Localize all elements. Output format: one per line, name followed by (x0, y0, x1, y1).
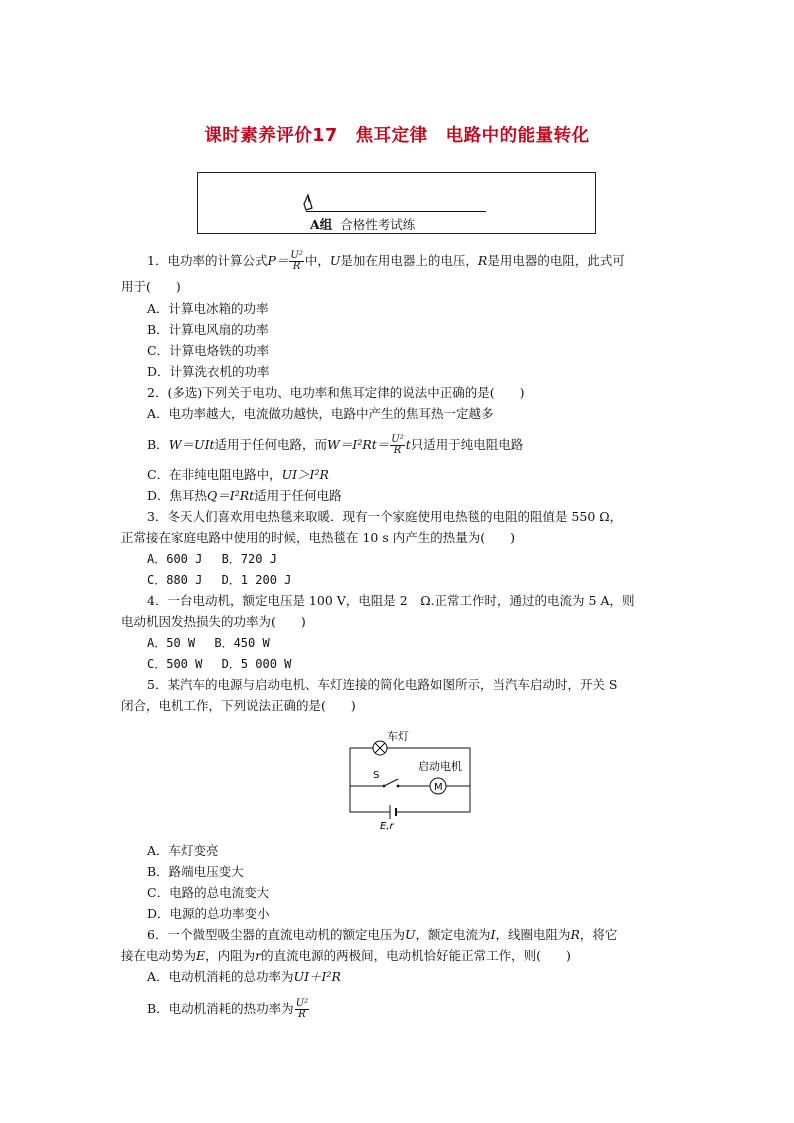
switch-label: S (373, 770, 380, 781)
q3-stem-cont: 正常接在家庭电路中使用的时候，电热毯在 10 s 内产生的热量为( ) (121, 530, 515, 545)
q4-stem: 4．一台电动机，额定电压是 100 V，电阻是 2 Ω.正常工作时，通过的电流为 5 A，则 (147, 593, 635, 608)
group-heading (310, 215, 415, 233)
q3-options-ab: A．600 J B．720 J (147, 552, 277, 566)
q2-option-d: D．焦耳热Q＝I²Rt适用于任何电路 (147, 488, 342, 503)
q2-fraction: $\frac{\text{U²}}{R}$ (391, 434, 404, 456)
q4-options-cd: C．500 W D．5 000 W (147, 657, 292, 671)
q1-option-c: C．计算电烙铁的功率 (147, 343, 270, 358)
q1-option-d: D．计算洗衣机的功率 (147, 364, 270, 379)
q2-stem: 2．(多选)下列关于电功、电功率和焦耳定律的说法中正确的是( ) (147, 385, 525, 400)
source-label: E,r (380, 821, 394, 832)
q3-options-cd: C．880 J D．1 200 J (147, 573, 292, 587)
q6-option-a: A．电动机消耗的总功率为UI＋I²R (147, 969, 341, 984)
section-banner (197, 172, 596, 234)
q5-stem-cont: 闭合，电机工作，下列说法正确的是( ) (121, 698, 356, 713)
motor-label: 启动电机 (418, 760, 462, 773)
banner-rule (306, 211, 486, 212)
q5-stem: 5．某汽车的电源与启动电机、车灯连接的简化电路如图所示，当汽车启动时，开关 S (147, 677, 618, 692)
q5-option-c: C．电路的总电流变大 (147, 885, 270, 900)
battery-icon (390, 805, 396, 819)
q2-option-a: A．电功率越大，电流做功越快，电路中产生的焦耳热一定越多 (147, 406, 494, 421)
motor-icon (430, 778, 446, 794)
group-label: A组 (310, 217, 333, 232)
q4-options-ab: A．50 W B．450 W (147, 636, 270, 650)
page-title: 课时素养评价17 焦耳定律 电路中的能量转化 (204, 126, 590, 146)
q2-option-c: C．在非纯电阻电路中，UI＞I²R (147, 467, 329, 482)
q1-fraction: $\frac{\text{U²}}{R}$ (290, 250, 303, 272)
circuit-diagram (340, 726, 480, 832)
q6-stem-cont: 接在电动势为E，内阻为r的直流电源的两极间，电动机恰好能正常工作，则( ) (121, 948, 571, 963)
q2-option-b: B．W＝UIt适用于任何电路，而W＝I²Rt＝ $\frac{\text{U²}}{R}$ t只适用于纯电阻电路 (147, 434, 524, 456)
q5-option-a: A．车灯变亮 (147, 843, 219, 858)
q1-stem-cont: 用于( ) (121, 279, 181, 294)
q4-stem-cont: 电动机因发热损失的功率为( ) (121, 614, 306, 629)
q5-option-b: B．路端电压变大 (147, 864, 244, 879)
lamp-label: 车灯 (387, 730, 409, 743)
motor-symbol: M (434, 782, 443, 793)
q1-option-a: A．计算电冰箱的功率 (147, 301, 269, 316)
pencil-icon (301, 193, 315, 213)
q1-option-b: B．计算电风扇的功率 (147, 322, 269, 337)
q5-option-d: D．电源的总功率变小 (147, 906, 270, 921)
q1-stem: 1．电功率的计算公式P＝ $\frac{\text{U²}}{R}$ 中，U是加在用电器上的电压，R是用电器的电阻，此式可 (147, 250, 625, 272)
q6-stem: 6．一个微型吸尘器的直流电动机的额定电压为U，额定电流为I，线圈电阻为R，将它 (147, 927, 618, 942)
lamp-icon (373, 741, 387, 755)
q3-stem: 3．冬天人们喜欢用电热毯来取暖．现有一个家庭使用电热毯的电阻的阻值是 550 Ω， (147, 509, 623, 524)
q6-option-b: B．电动机消耗的热功率为 $\frac{\text{U²}}{R}$ (147, 998, 309, 1020)
group-name: 合格性考试练 (340, 217, 416, 232)
q6-fraction: $\frac{\text{U²}}{R}$ (295, 998, 309, 1020)
switch-icon (383, 779, 400, 787)
